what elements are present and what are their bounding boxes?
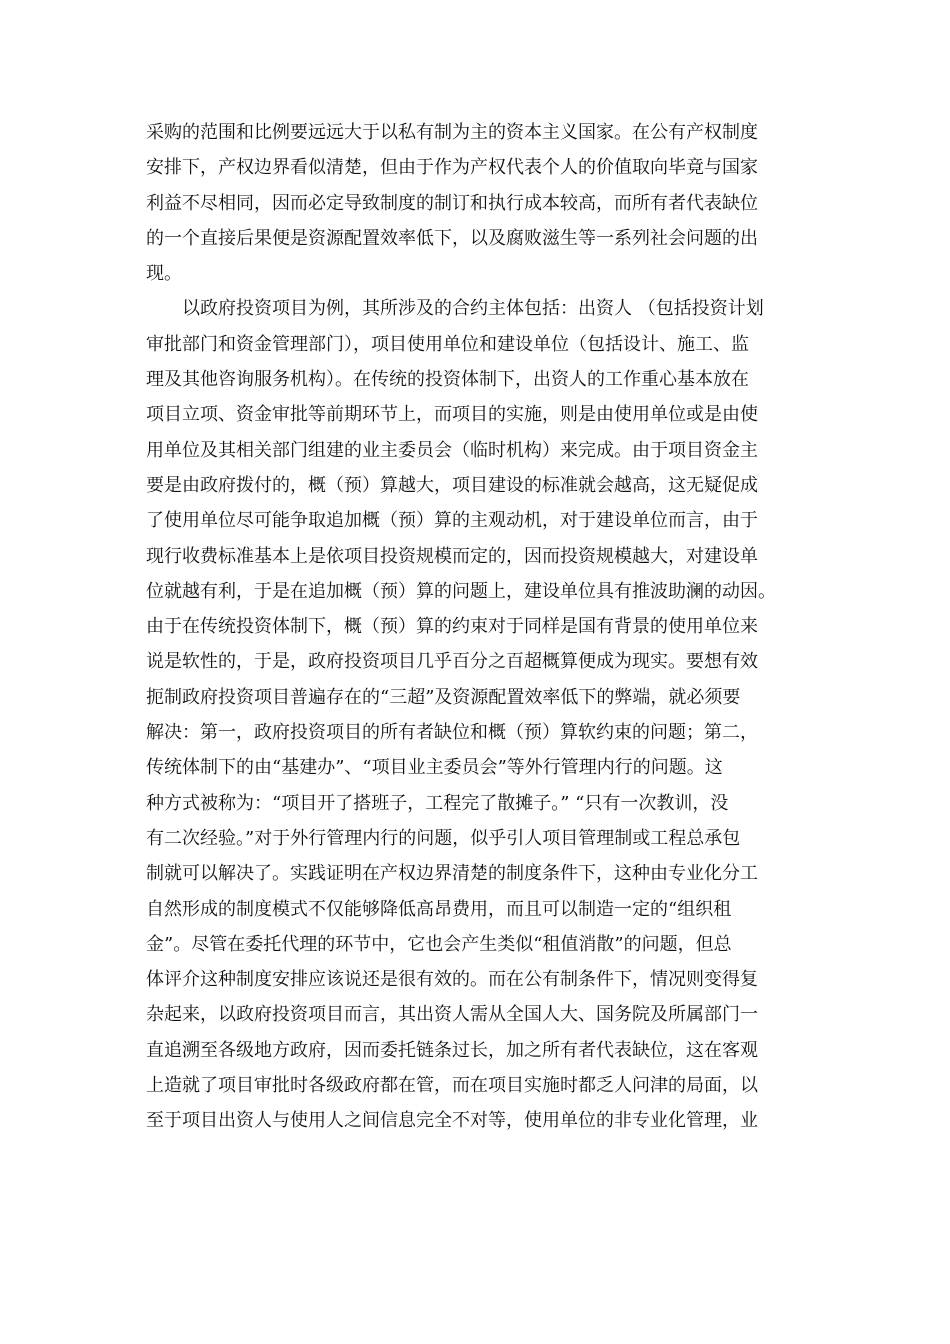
text-line: 杂起来，以政府投资项目而言，其出资人需从全国人大、国务院及所属部门一: [146, 1004, 758, 1026]
text-line: 以政府投资项目为例，其所涉及的合约主体包括：出资人 （包括投资计划: [146, 298, 764, 320]
text-line: 要是由政府拨付的，概（预）算越大，项目建设的标准就会越高，这无疑促成: [146, 474, 758, 496]
text-line: 现。: [146, 263, 182, 285]
text-line: 至于项目出资人与使用人之间信息完全不对等，使用单位的非专业化管理，业: [146, 1110, 758, 1132]
text-line: 传统体制下的由“基建办”、“项目业主委员会”等外行管理内行的问题。这: [146, 757, 723, 779]
text-line: 用单位及其相关部门组建的业主委员会（临时机构）来完成。由于项目资金主: [146, 439, 758, 461]
text-line: 说是软性的，于是，政府投资项目几乎百分之百超概算便成为现实。要想有效: [146, 651, 758, 673]
text-line: 理及其他咨询服务机构）。在传统的投资体制下，出资人的工作重心基本放在: [146, 369, 749, 391]
text-line: 审批部门和资金管理部门），项目使用单位和建设单位（包括设计、施工、监: [146, 333, 749, 355]
text-line: 项目立项、资金审批等前期环节上，而项目的实施，则是由使用单位或是由使: [146, 404, 758, 426]
text-line: 采购的范围和比例要远远大于以私有制为主的资本主义国家。在公有产权制度: [146, 122, 758, 143]
text-line: 体评介这种制度安排应该说还是很有效的。而在公有制条件下，情况则变得复: [146, 969, 758, 991]
text-line: 扼制政府投资项目普遍存在的“三超”及资源配置效率低下的弊端，就必须要: [146, 686, 741, 708]
text-line: 安排下，产权边界看似清楚，但由于作为产权代表个人的价值取向毕竟与国家: [146, 157, 758, 179]
text-line: 位就越有利，于是在追加概（预）算的问题上，建设单位具有推波助澜的动因。: [146, 580, 776, 602]
document-body: [146, 115, 822, 1139]
text-line: 的一个直接后果便是资源配置效率低下，以及腐败滋生等一系列社会问题的出: [146, 227, 758, 249]
text-line: 现行收费标准基本上是依项目投资规模而定的，因而投资规模越大，对建设单: [146, 545, 758, 567]
text-line: 直追溯至各级地方政府，因而委托链条过长，加之所有者代表缺位，这在客观: [146, 1039, 758, 1061]
text-line: 自然形成的制度模式不仅能够降低高昂费用，而且可以制造一定的“组织租: [146, 898, 732, 920]
text-line: 了使用单位尽可能争取追加概（预）算的主观动机，对于建设单位而言，由于: [146, 510, 758, 532]
text-line: 有二次经验。”对于外行管理内行的问题，似乎引人项目管理制或工程总承包: [146, 827, 741, 849]
text-line: 上造就了项目审批时各级政府都在管，而在项目实施时都乏人问津的局面，以: [146, 1075, 758, 1097]
text-line: 金”。尽管在委托代理的环节中，它也会产生类似“租值消散”的问题，但总: [146, 933, 732, 955]
text-line: 制就可以解决了。实践证明在产权边界清楚的制度条件下，这种由专业化分工: [146, 863, 758, 885]
text-line: 由于在传统投资体制下，概（预）算的约束对于同样是国有背景的使用单位来: [146, 616, 758, 638]
text-line: 利益不尽相同，因而必定导致制度的制订和执行成本较高，而所有者代表缺位: [146, 192, 758, 214]
text-line: 种方式被称为：“项目开了搭班子，工程完了散摊子。” “只有一次教训，没: [146, 792, 729, 814]
text-line: 解决：第一，政府投资项目的所有者缺位和概（预）算软约束的问题；第二，: [146, 722, 758, 744]
